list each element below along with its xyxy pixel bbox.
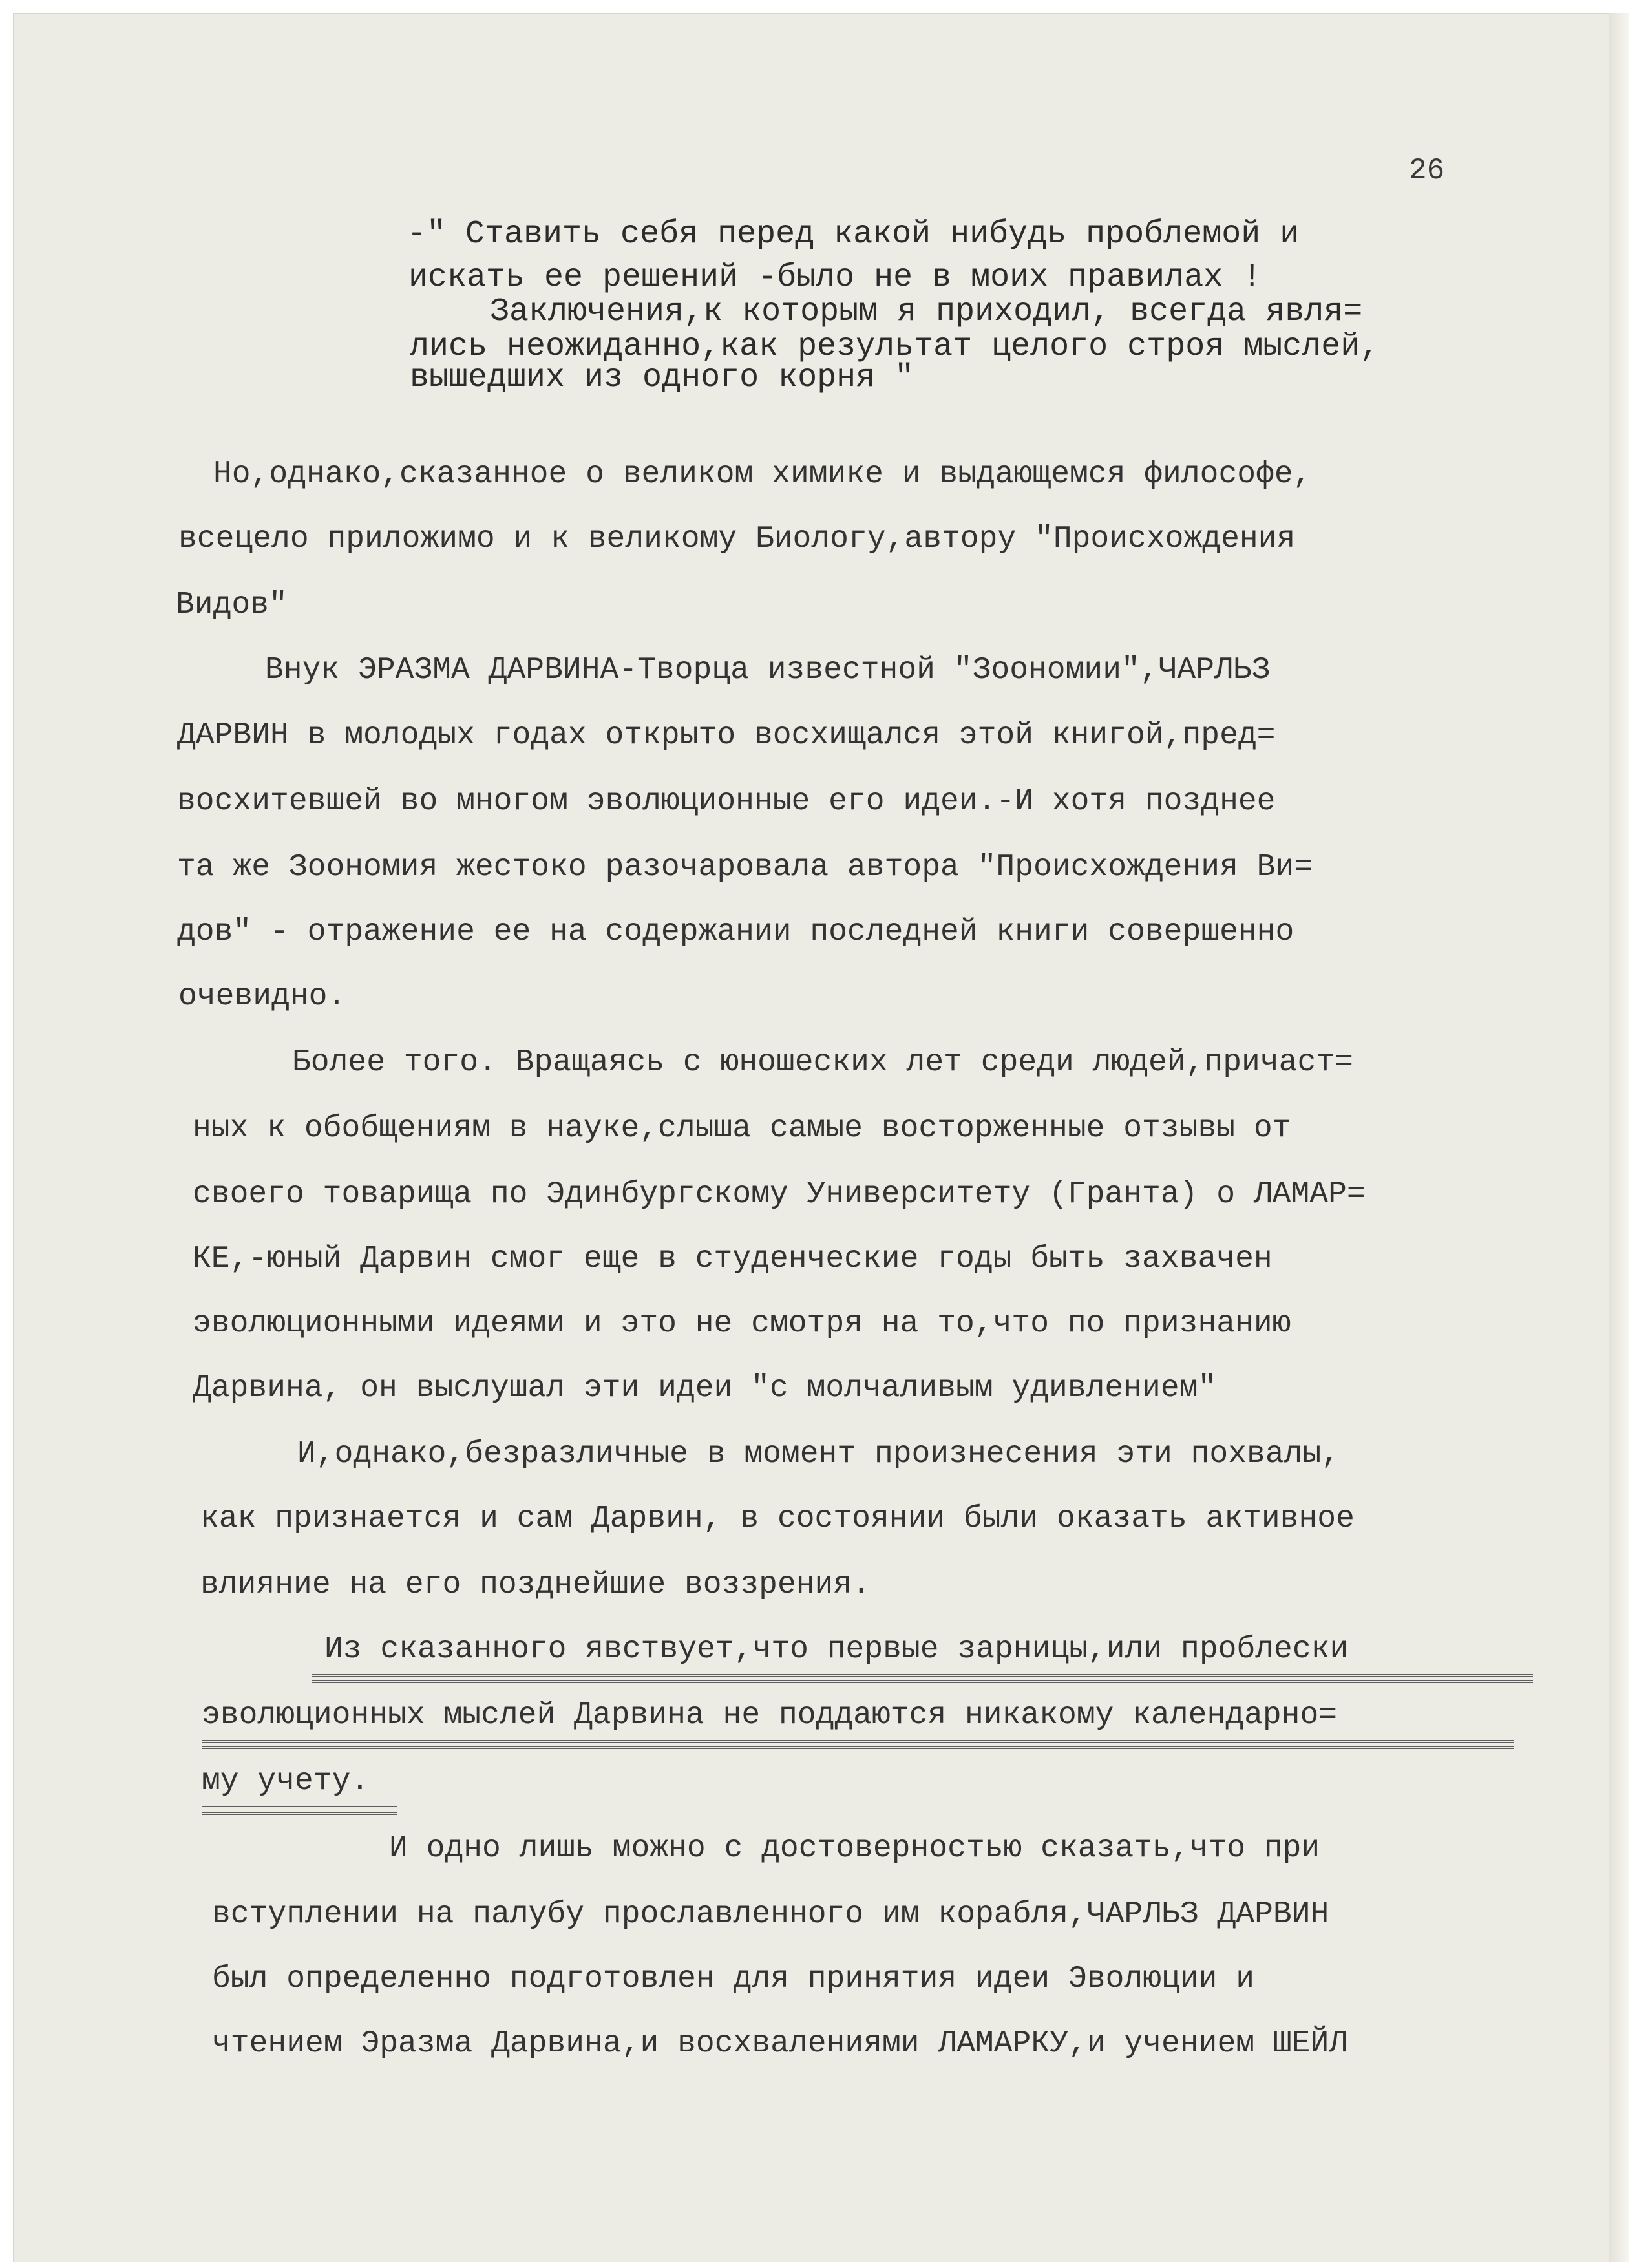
body-line-18: влияние на его позднейшие воззрения. — [200, 1567, 871, 1602]
body-line-21: му учету. — [202, 1764, 370, 1799]
body-line-13: КЕ,-юный Дарвин смог еще в студенческие годы быть захвачен — [193, 1242, 1273, 1277]
body-line-23: вступлении на палубу прославленного им корабля,ЧАРЛЬЗ ДАРВИН — [212, 1897, 1329, 1932]
body-line-16: И,однако,безразличные в момент произнесения эти похвалы, — [297, 1437, 1340, 1472]
underline-rule-2 — [202, 1740, 1514, 1749]
quote-line-1: -" Ставить себя перед какой нибудь проблемой и — [407, 216, 1300, 253]
body-line-24: был определенно подготовлен для принятия идеи Эволюции и — [212, 1962, 1255, 1997]
body-line-3: Видов" — [176, 588, 288, 622]
body-line-5: ДАРВИН в молодых годах открыто восхищался этой книгой,пред= — [177, 718, 1276, 753]
body-line-4: Внук ЭРАЗМА ДАРВИНА-Творца известной "Зоономии",ЧАРЛЬЗ — [265, 653, 1271, 688]
body-line-19: Из сказанного явствует,что первые зарницы,или проблески — [324, 1632, 1349, 1667]
quote-line-5: вышедших из одного корня " — [410, 359, 914, 396]
body-line-14: эволюционными идеями и это не смотря на то,что по признанию — [193, 1306, 1291, 1341]
page-number: 26 — [1409, 154, 1445, 187]
body-line-10: Более того. Вращаясь с юношеских лет среди людей,причаст= — [292, 1045, 1353, 1080]
quote-line-4: лись неожиданно,как результат целого строя мыслей, — [410, 328, 1380, 365]
quote-line-2: искать ее решений -было не в моих правилах ! — [408, 259, 1262, 296]
body-line-17: как признается и сам Дарвин, в состоянии были оказать активное — [200, 1501, 1355, 1536]
body-line-11: ных к обобщениям в науке,слыша самые восторженные отзывы от — [193, 1111, 1291, 1146]
body-line-2: всецело приложимо и к великому Биологу,автору "Происхождения — [178, 522, 1296, 556]
underline-rule-3 — [202, 1806, 397, 1815]
body-line-6: восхитевшей во многом эволюционные его идеи.-И хотя позднее — [177, 784, 1276, 819]
underline-rule-1 — [312, 1674, 1533, 1683]
typewritten-page — [13, 13, 1609, 2262]
body-line-12: своего товарища по Эдинбургскому Университету (Гранта) о ЛАМАР= — [193, 1177, 1366, 1212]
body-line-20: эволюционных мыслей Дарвина не поддаются никакому календарно= — [202, 1698, 1338, 1733]
body-line-1: Но,однако,сказанное о великом химике и выдающемся философе, — [213, 457, 1312, 492]
quote-line-3: Заключения,к которым я приходил, всегда явля= — [490, 293, 1363, 330]
body-line-9: очевидно. — [178, 979, 346, 1014]
body-line-22: И одно лишь можно с достоверностью сказать,что при — [389, 1831, 1320, 1866]
body-line-7: та же Зоономия жестоко разочаровала автора "Происхождения Ви= — [177, 850, 1313, 885]
body-line-25: чтением Эразма Дарвина,и восхвалениями ЛАМАРКУ,и учением ШЕЙЛ — [212, 2026, 1348, 2061]
body-line-8: дов" - отражение ее на содержании последней книги совершенно — [177, 915, 1294, 949]
body-line-15: Дарвина, он выслушал эти идеи "с молчаливым удивлением" — [193, 1371, 1217, 1406]
